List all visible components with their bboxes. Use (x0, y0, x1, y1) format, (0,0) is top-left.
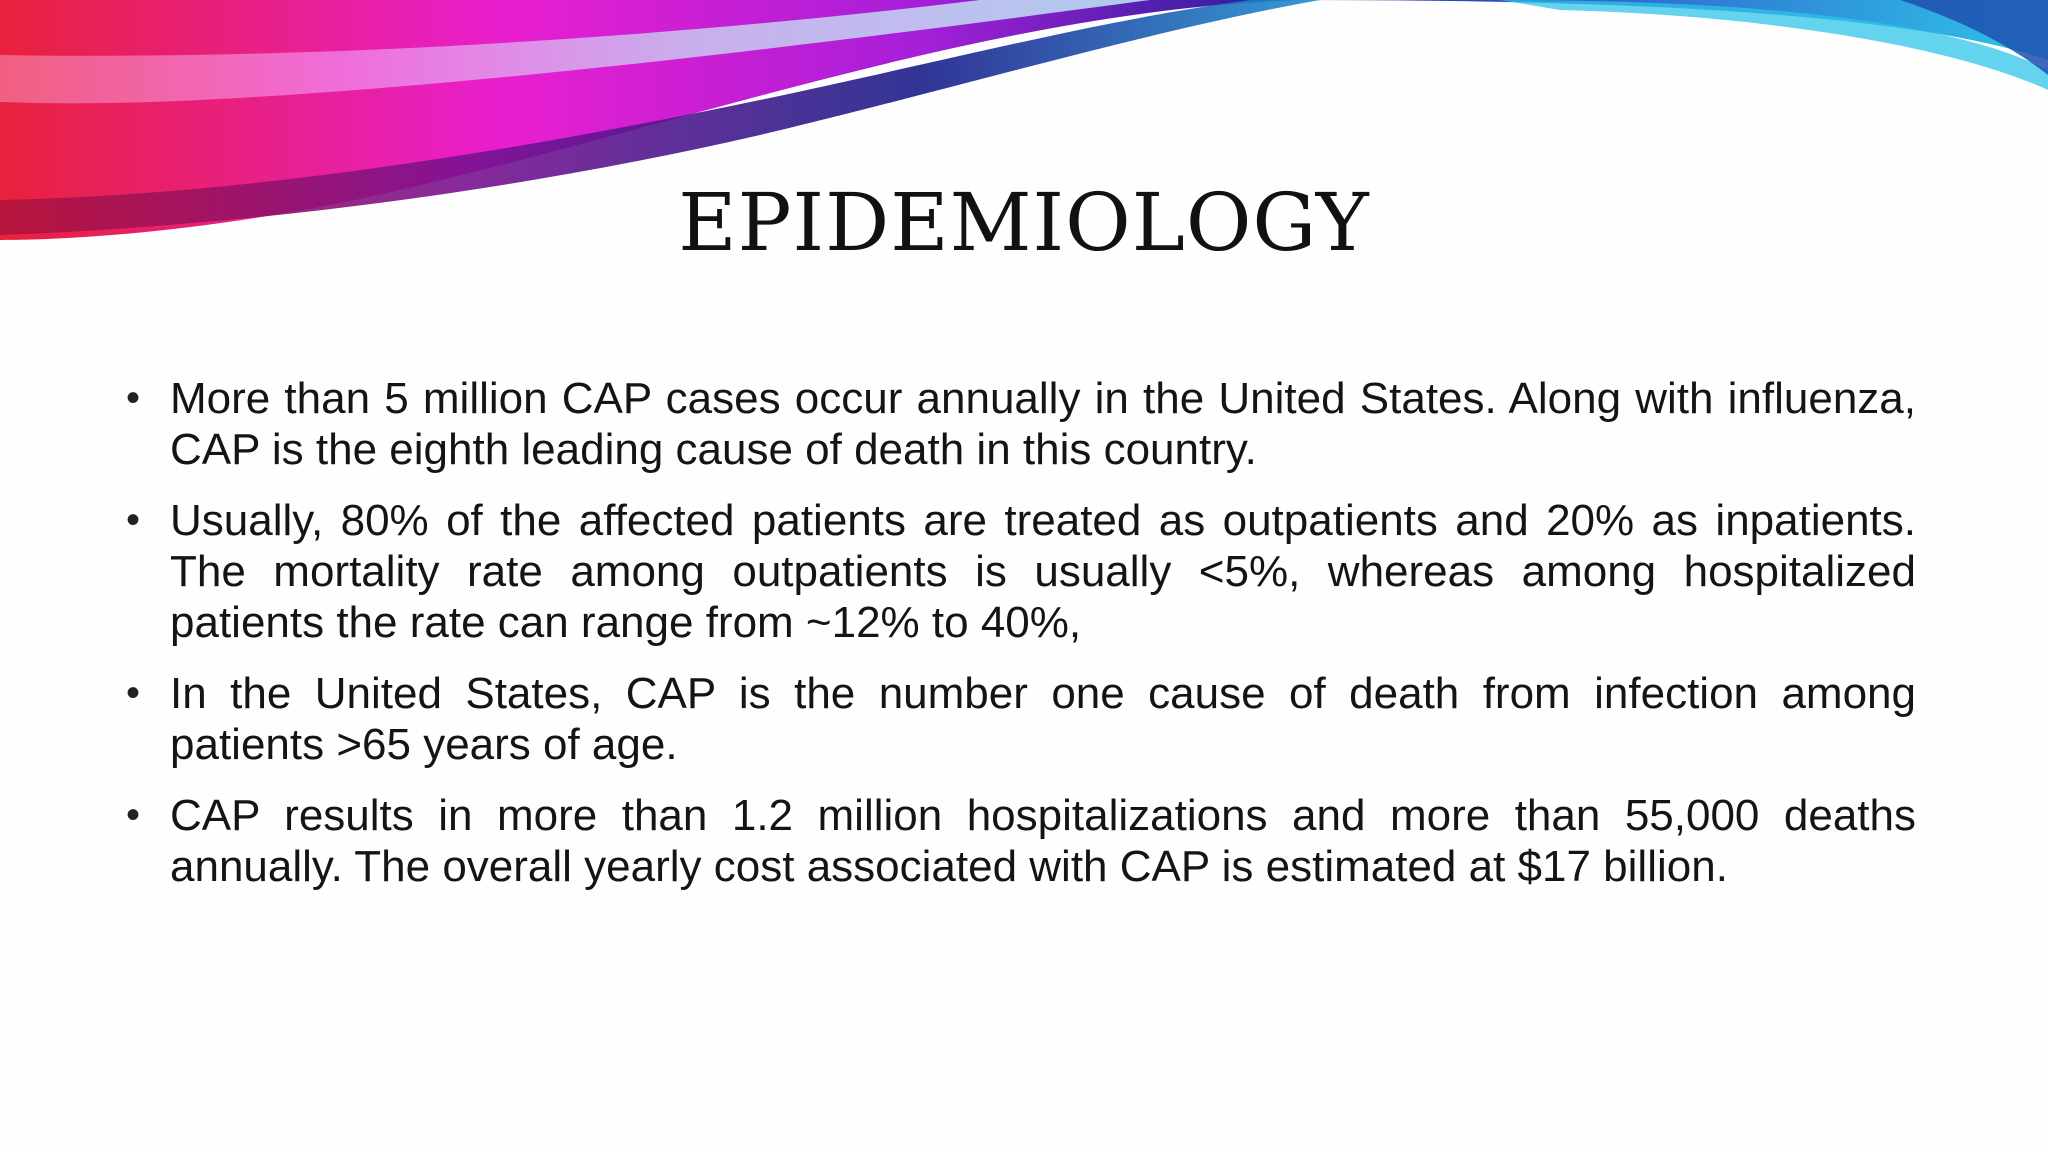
bullet-icon: • (126, 376, 141, 420)
bullet-item (126, 373, 1916, 475)
bullet-item (126, 790, 1916, 892)
bullet-icon: • (126, 498, 141, 542)
bullet-text: More than 5 million CAP cases occur annually in the United States. Along with influenza, CAP is the eighth leading cause of death in this country. (170, 374, 1916, 474)
bullet-text: CAP results in more than 1.2 million hospitalizations and more than 55,000 deaths annually. The overall yearly cost associated with CAP is estimated at $17 billion. (170, 791, 1916, 891)
bullet-text: In the United States, CAP is the number one cause of death from infection among patients >65 years of age. (170, 669, 1916, 769)
bullet-text: Usually, 80% of the affected patients are treated as outpatients and 20% as inpatients. The mortality rate among outpatients is usually <5%, whereas among hospitalized patients the rate can range from ~12% to 40%, (170, 496, 1916, 647)
bullet-item (126, 668, 1916, 770)
bullet-icon: • (126, 793, 141, 837)
bullet-icon: • (126, 671, 141, 715)
bullet-item (126, 495, 1916, 648)
bullet-list (126, 373, 1916, 912)
slide-title: EPIDEMIOLOGY (678, 176, 1370, 269)
